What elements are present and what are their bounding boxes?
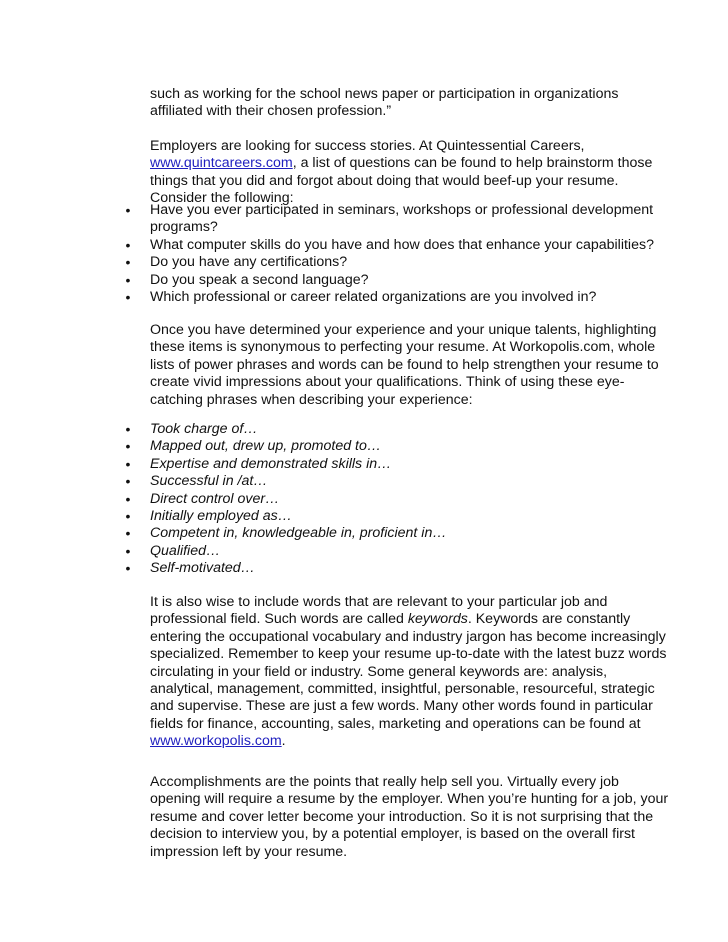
paragraph-text: .	[281, 733, 286, 750]
bullet-icon: •	[125, 254, 131, 271]
bullet-icon: •	[125, 473, 131, 490]
quintcareers-link[interactable]: www.quintcareers.com	[150, 155, 293, 172]
bullet-icon: •	[125, 289, 131, 306]
phrases-list	[125, 421, 690, 578]
list-item	[125, 421, 690, 438]
paragraph-power-phrases	[150, 322, 670, 409]
list-item-text: Initially employed as…	[150, 508, 292, 525]
list-item-text: Direct control over…	[150, 490, 280, 507]
list-item	[125, 289, 690, 306]
bullet-icon: •	[125, 202, 131, 218]
list-item-text: Expertise and demonstrated skills in…	[150, 455, 392, 472]
paragraph-text: It is also wise to include words that are relevant to your particular job and professional field. Such words are called	[150, 594, 608, 628]
questions-list	[125, 202, 690, 306]
list-item-text: Self-motivated…	[150, 560, 255, 577]
list-item	[125, 455, 690, 473]
bullet-icon: •	[125, 490, 131, 507]
bullet-icon: •	[125, 421, 131, 437]
list-item-text: Do you speak a second language?	[150, 271, 369, 288]
list-item	[125, 542, 690, 560]
list-item	[125, 236, 690, 254]
bullet-icon: •	[125, 271, 131, 288]
paragraph-text: Employers are looking for success stories. At Quintessential Careers,	[150, 138, 585, 154]
list-item-text: Competent in, knowledgeable in, proficient in…	[150, 525, 447, 542]
list-item-text: Qualified…	[150, 542, 221, 559]
bullet-icon: •	[125, 525, 131, 542]
list-item	[125, 438, 690, 455]
list-item-text: Do you have any certifications?	[150, 254, 348, 271]
bullet-icon: •	[125, 542, 131, 559]
list-item-text: Mapped out, drew up, promoted to…	[150, 438, 382, 455]
list-item	[125, 473, 690, 490]
list-item	[125, 508, 690, 525]
paragraph-text: , a list of questions can be found to help brainstorm those things that you did and forgot about doing that would beef-up your resume. Consider the following:	[150, 155, 653, 207]
list-item	[125, 271, 690, 289]
bullet-icon: •	[125, 508, 131, 525]
list-item-text: Successful in /at…	[150, 473, 268, 490]
paragraph-text: Once you have determined your experience and your unique talents, highlighting these items is synonymous to perfecting your resume. At Workopolis.com, whole lists of power phrases and words can be found to help strengthen your resume to create vivid impressions about your qualifications. Think of using these eye-catching phrases when describing your experience:	[150, 322, 659, 408]
paragraph-quintcareers	[150, 138, 670, 208]
list-item-text: Which professional or career related organizations are you involved in?	[150, 289, 597, 306]
list-item	[125, 525, 690, 542]
list-item	[125, 202, 690, 237]
list-item-text: Have you ever participated in seminars, workshops or professional development programs?	[150, 202, 654, 236]
list-item-text: Took charge of…	[150, 421, 258, 437]
bullet-icon: •	[125, 455, 131, 472]
list-item-text: What computer skills do you have and how does that enhance your capabilities?	[150, 236, 654, 253]
list-item	[125, 560, 690, 577]
bullet-icon: •	[125, 560, 131, 577]
workopolis-link[interactable]: www.workopolis.com	[150, 733, 282, 750]
paragraph-text: Accomplishments are the points that really help sell you. Virtually every job opening will require a resume by the employer. When you’re hunting for a job, your resume and cover letter become your introduction. So it is not surprising that the decision to interview you, by a potential employer, is based on the overall first impression left by your resume.	[150, 774, 669, 860]
keywords-term: keywords	[407, 611, 468, 628]
paragraph-intro-continuation	[150, 86, 670, 121]
paragraph-keywords	[150, 594, 670, 751]
paragraph-accomplishments	[150, 774, 670, 861]
paragraph-text: such as working for the school news paper or participation in organizations affiliated with their chosen profession.”	[150, 86, 619, 120]
paragraph-text: . Keywords are constantly entering the occupational vocabulary and industry jargon has become increasingly specialized. Remember to keep your resume up-to-date with the latest buzz words circulating in your field or industry. Some general keywords are: analysis, analytical, management, committed, insightful, personable, resourceful, strategic and supervise. These are just a few words. Many other words found in particular fields for finance, accounting, sales, marketing and operations can be found at	[150, 611, 667, 732]
list-item	[125, 254, 690, 271]
list-item	[125, 490, 690, 508]
bullet-icon: •	[125, 438, 131, 455]
bullet-icon: •	[125, 236, 131, 253]
